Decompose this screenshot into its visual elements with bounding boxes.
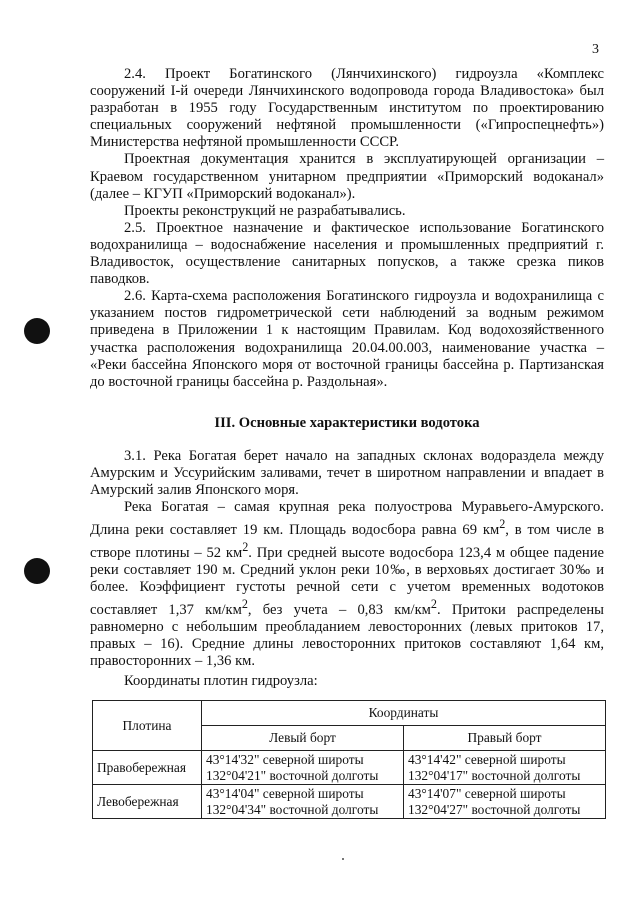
left-bank-coords [202,785,404,819]
header-right-bank: Правый борт [404,726,606,751]
coordinates-table [92,700,606,819]
longitude: 132°04'27" восточной долготы [408,801,581,817]
header-dam: Плотина [93,701,202,751]
table-row [93,751,606,785]
superscript: 2 [430,597,437,612]
latitude: 43°14'04" северной широты [206,786,364,801]
scan-speck [342,858,344,860]
superscript: 2 [242,540,249,555]
punch-hole-mark [24,318,50,344]
longitude: 132°04'17" восточной долготы [408,767,581,783]
paragraph-2-4: 2.4. Проект Богатинского (Лянчихинского) гидроузла «Комплекс сооружений I-й очереди Лянчихинского водопровода города Владивостока» был разработан в 1955 году Государственным институтом по проектированию специальных сооружений нефтяной промышленности («Гипроспецнефть») Министерства нефтяной промышленности СССР. [90,66,604,151]
river-text-part: . При средней высоте водосбора 123,4 м общее падение реки составляет 190 м. Средний уклон реки 10‰, в верховьях достигает 30‰ и более. Коэффициент густоты речной сети с учетом временных водотоков составляет 1,37 км/км [90,545,604,619]
paragraph-river-characteristics [90,499,604,670]
river-text-part: Река Богатая – самая крупная река полуострова Муравьего-Амурского. Длина реки составляет 19 км. Площадь водосбора равна 69 км [90,499,604,539]
dam-name: Правобережная [93,751,202,785]
right-bank-coords [404,751,606,785]
longitude: 132°04'21" восточной долготы [206,767,379,783]
page-number: 3 [592,42,599,57]
punch-hole-mark [24,558,50,584]
paragraph-3-1: 3.1. Река Богатая берет начало на западных склонах водораздела между Амурским и Уссурийским заливами, течет в широтном направлении и впадает в Амурский залив Японского моря. [90,447,604,499]
river-text-part: , без учета – 0,83 км/км [247,602,431,619]
latitude: 43°14'32" северной широты [206,752,364,767]
paragraph-documentation: Проектная документация хранится в эксплуатирующей организации – Краевом государственном унитарном предприятии «Приморский водоканал» (далее – КГУП «Приморский водоканал»). [90,151,604,202]
coordinates-intro: Координаты плотин гидроузла: [124,672,318,689]
latitude: 43°14'42" северной широты [408,752,566,767]
dam-name: Левобережная [93,785,202,819]
paragraph-2-6: 2.6. Карта-схема расположения Богатинского гидроузла и водохранилища с указанием постов гидрометрической сети наблюдений за водным режимом приведена в Приложении 1 к настоящим Правилам. Код водохозяйственного участка расположения водохранилища 20.04.00.003, наименование участка – «Реки бассейна Японского моря от восточной границы бассейна р. Партизанская до восточной границы бассейна р. Раздольная». [90,288,604,390]
left-bank-coords [202,751,404,785]
paragraph-reconstruction: Проекты реконструкций не разрабатывались. [124,202,406,219]
river-text-part: . Притоки распределены равномерно с небольшим преобладанием левосторонних (левых притоков 17, правых – 16). Средние длины левосторонних притоков составляют 1,64 км, правосторонних – 1,36 км. [90,602,604,670]
right-bank-coords [404,785,606,819]
river-text-part: , в том числе в створе плотины – 52 км [90,522,604,562]
table-row [93,785,606,819]
table-header-row [93,701,606,726]
latitude: 43°14'07" северной широты [408,786,566,801]
paragraph-2-5: 2.5. Проектное назначение и фактическое использование Богатинского водохранилища – водоснабжение населения и промышленных предприятий г. Владивосток, осуществление санитарных попусков, а также срезка пиков паводков. [90,219,604,288]
section-title: III. Основные характеристики водотока [214,414,480,431]
header-coordinates: Координаты [202,701,606,726]
header-left-bank: Левый борт [202,726,404,751]
superscript: 2 [241,597,248,612]
longitude: 132°04'34" восточной долготы [206,801,379,817]
superscript: 2 [499,517,506,532]
document-body [90,66,604,690]
